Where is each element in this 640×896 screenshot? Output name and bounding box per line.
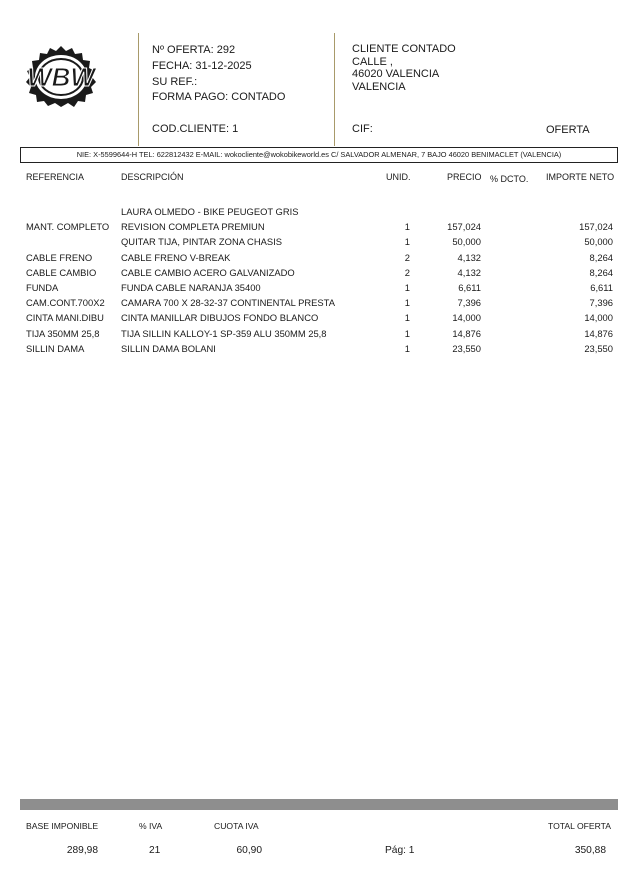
cell-descripcion: CABLE CAMBIO ACERO GALVANIZADO xyxy=(121,266,295,278)
cell-importe: 157,024 xyxy=(579,221,613,233)
cell-descripcion: QUITAR TIJA, PINTAR ZONA CHASIS xyxy=(121,236,282,248)
table-row xyxy=(0,204,640,219)
footer-bar xyxy=(20,799,618,810)
cell-referencia: CAM.CONT.700X2 xyxy=(26,297,105,309)
cell-precio: 4,132 xyxy=(457,266,481,278)
header-divider-left xyxy=(138,33,139,146)
cliente-nombre: CLIENTE CONTADO xyxy=(352,43,456,55)
cell-referencia: SILLIN DAMA xyxy=(26,342,85,354)
iva-label: % IVA xyxy=(139,821,163,831)
company-info-bar: NIE: X-5599644-H TEL: 622812432 E-MAIL: wokocliente@wokobikeworld.es C/ SALVADOR ALMENAR, 7 BAJO 46020 BENIMACLET (VALENCIA) xyxy=(20,147,618,163)
col-descripcion: DESCRIPCIÓN xyxy=(121,172,184,182)
cliente-cp: 46020 VALENCIA xyxy=(352,68,440,80)
table-row xyxy=(0,250,640,265)
cell-unid: 1 xyxy=(404,312,410,324)
su-ref: SU REF.: xyxy=(152,76,198,88)
cell-descripcion: SILLIN DAMA BOLANI xyxy=(121,342,216,354)
table-row xyxy=(0,310,640,325)
fecha: FECHA: 31-12-2025 xyxy=(152,60,252,72)
cell-descripcion: LAURA OLMEDO - BIKE PEUGEOT GRIS xyxy=(121,206,299,217)
cell-importe: 50,000 xyxy=(584,236,613,248)
cell-precio: 6,611 xyxy=(458,282,481,293)
cell-descripcion: CABLE FRENO V-BREAK xyxy=(121,251,231,263)
cell-descripcion: REVISION COMPLETA PREMIUN xyxy=(121,221,265,233)
cell-unid: 2 xyxy=(404,266,410,278)
logo-text: WBW xyxy=(27,62,95,92)
cliente-provincia: VALENCIA xyxy=(352,81,406,93)
cell-precio: 4,132 xyxy=(457,251,481,263)
cell-precio: 7,396 xyxy=(457,297,481,309)
cell-unid: 2 xyxy=(404,251,410,263)
col-importe: IMPORTE NETO xyxy=(546,172,615,182)
col-referencia: REFERENCIA xyxy=(26,172,85,182)
oferta-number: Nº OFERTA: 292 xyxy=(152,44,236,56)
col-dcto: % DCTO. xyxy=(490,174,529,184)
cuota-iva-value: 60,90 xyxy=(236,845,262,856)
cell-referencia: CABLE FRENO xyxy=(26,251,93,263)
cell-precio: 157,024 xyxy=(447,221,481,233)
document-type: OFERTA xyxy=(546,124,590,136)
cell-unid: 1 xyxy=(404,342,410,354)
table-row xyxy=(0,219,640,234)
forma-pago: FORMA PAGO: CONTADO xyxy=(152,91,286,103)
cell-referencia: TIJA 350MM 25,8 xyxy=(26,327,100,339)
cell-referencia: CABLE CAMBIO xyxy=(26,266,97,278)
cell-unid: 1 xyxy=(404,236,410,248)
table-row xyxy=(0,265,640,280)
table-row xyxy=(0,295,640,310)
cell-importe: 6,611 xyxy=(590,282,613,293)
cif: CIF: xyxy=(352,123,373,135)
col-precio: PRECIO xyxy=(447,172,482,182)
cell-descripcion: TIJA SILLIN KALLOY-1 SP-359 ALU 350MM 25,8 xyxy=(121,327,327,339)
page-number: Pág: 1 xyxy=(385,845,415,856)
cell-unid: 1 xyxy=(404,221,410,233)
cell-referencia: CINTA MANI.DIBU xyxy=(26,312,104,324)
header-divider-right xyxy=(334,33,335,146)
cell-referencia: MANT. COMPLETO xyxy=(26,221,110,233)
base-imponible-label: BASE IMPONIBLE xyxy=(26,821,99,831)
cell-precio: 14,876 xyxy=(452,327,481,339)
total-oferta-value: 350,88 xyxy=(574,845,606,856)
cell-importe: 14,876 xyxy=(584,327,613,339)
cell-precio: 23,550 xyxy=(452,342,481,354)
cell-unid: 1 xyxy=(404,297,410,309)
cell-importe: 7,396 xyxy=(589,297,613,309)
cell-referencia: FUNDA xyxy=(26,282,59,293)
cod-cliente: COD.CLIENTE: 1 xyxy=(152,123,239,135)
cell-importe: 8,264 xyxy=(589,251,613,263)
cell-importe: 23,550 xyxy=(584,342,613,354)
wbw-logo xyxy=(22,42,100,110)
table-row xyxy=(0,341,640,356)
cell-descripcion: CINTA MANILLAR DIBUJOS FONDO BLANCO xyxy=(121,312,319,324)
cell-importe: 14,000 xyxy=(584,312,613,324)
col-unid: UNID. xyxy=(386,172,411,182)
cell-unid: 1 xyxy=(404,282,410,293)
base-imponible-value: 289,98 xyxy=(66,845,98,856)
total-oferta-label: TOTAL OFERTA xyxy=(548,821,612,831)
cell-descripcion: FUNDA CABLE NARANJA 35400 xyxy=(121,282,261,293)
table-row xyxy=(0,234,640,249)
table-row xyxy=(0,326,640,341)
table-row xyxy=(0,280,640,295)
cell-descripcion: CAMARA 700 X 28-32-37 CONTINENTAL PRESTA xyxy=(121,297,335,309)
cuota-iva-label: CUOTA IVA xyxy=(214,821,259,831)
iva-value: 21 xyxy=(149,845,161,856)
cliente-calle: CALLE , xyxy=(352,56,393,68)
cell-precio: 50,000 xyxy=(452,236,481,248)
cell-importe: 8,264 xyxy=(589,266,613,278)
cell-unid: 1 xyxy=(404,327,410,339)
cell-precio: 14,000 xyxy=(452,312,481,324)
